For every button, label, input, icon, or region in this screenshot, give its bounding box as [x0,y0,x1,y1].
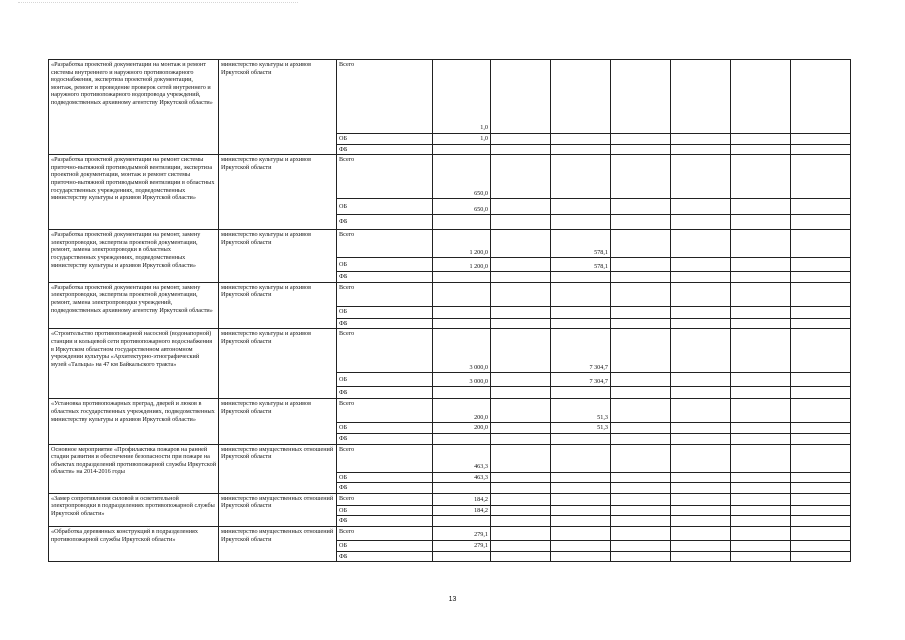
responsible-executor-cell: министерство имущественных отношений Иркутской области [219,493,337,526]
funding-source-cell: ФБ [337,516,433,527]
activity-name-cell: «Строительство противопожарной насосной (водонапорной) станции и кольцевой сети противопожарного водоснабжения в Иркутском областном государственном автономном учреждении культуры «Архитектурно-этнографический музей «Тальцы» на 47 км Байкальского тракта» [49,329,219,399]
amount-cell: 200,0 [433,423,491,434]
amount-cell [611,483,671,494]
amount-cell [791,144,851,155]
amount-cell [731,258,791,272]
amount-cell: 279,1 [433,540,491,551]
amount-cell [551,493,611,505]
amount-cell [551,215,611,230]
amount-cell [551,551,611,562]
amount-cell [491,272,551,283]
amount-cell [731,306,791,318]
table-row [49,329,851,373]
amount-cell [611,144,671,155]
amount-cell [611,423,671,434]
amount-cell [491,483,551,494]
amount-cell [611,155,671,199]
page-number: 13 [448,596,457,603]
amount-cell [611,444,671,472]
amount-cell [731,329,791,373]
amount-cell [491,60,551,134]
amount-cell [671,215,731,230]
amount-cell [433,387,491,399]
budget-table-body [49,60,851,562]
funding-source-cell: ОБ [337,134,433,145]
amount-cell [433,215,491,230]
table-row [49,155,851,199]
amount-cell [611,199,671,215]
table-row [49,444,851,472]
funding-source-cell: Всего [337,399,433,423]
amount-cell: 51,3 [551,399,611,423]
funding-source-cell: ФБ [337,433,433,444]
amount-cell [791,134,851,145]
amount-cell: 650,0 [433,155,491,199]
amount-cell [731,155,791,199]
amount-cell [791,540,851,551]
amount-cell: 7 304,7 [551,373,611,387]
amount-cell [433,306,491,318]
amount-cell [551,318,611,329]
amount-cell: 650,0 [433,199,491,215]
amount-cell [433,551,491,562]
amount-cell [671,433,731,444]
amount-cell [551,306,611,318]
amount-cell: 279,1 [433,526,491,540]
amount-cell [611,516,671,527]
funding-source-cell: ОБ [337,505,433,516]
amount-cell [731,215,791,230]
amount-cell [551,433,611,444]
amount-cell [671,472,731,483]
amount-cell: 1,0 [433,134,491,145]
amount-cell [791,272,851,283]
amount-cell [611,387,671,399]
funding-source-cell: ОБ [337,258,433,272]
amount-cell [433,433,491,444]
funding-source-cell: Всего [337,60,433,134]
amount-cell: 184,2 [433,493,491,505]
amount-cell [491,329,551,373]
amount-cell [791,199,851,215]
amount-cell [791,423,851,434]
amount-cell [611,60,671,134]
amount-cell [731,551,791,562]
amount-cell [791,230,851,258]
amount-cell [791,516,851,527]
amount-cell [611,373,671,387]
amount-cell [731,483,791,494]
amount-cell [671,505,731,516]
amount-cell [551,387,611,399]
activity-name-cell: «Установка противопожарных преград, дверей и люков в областных государственных учреждениях, подведомственных министерству культуры и архивов Иркутской области» [49,399,219,444]
amount-cell [611,318,671,329]
funding-source-cell: ОБ [337,423,433,434]
amount-cell [731,399,791,423]
amount-cell [611,134,671,145]
amount-cell: 184,2 [433,505,491,516]
funding-source-cell: ФБ [337,144,433,155]
amount-cell [491,444,551,472]
amount-cell [551,155,611,199]
amount-cell [791,373,851,387]
amount-cell [491,199,551,215]
amount-cell [791,306,851,318]
amount-cell [671,306,731,318]
amount-cell: 3 000,0 [433,373,491,387]
amount-cell: 3 000,0 [433,329,491,373]
amount-cell [491,433,551,444]
amount-cell [491,318,551,329]
amount-cell [491,155,551,199]
amount-cell [671,373,731,387]
amount-cell [791,472,851,483]
amount-cell [671,60,731,134]
amount-cell: 7 304,7 [551,329,611,373]
amount-cell [491,230,551,258]
amount-cell [551,472,611,483]
amount-cell: 1 200,0 [433,230,491,258]
amount-cell [551,540,611,551]
amount-cell [611,329,671,373]
funding-source-cell: ОБ [337,472,433,483]
amount-cell [731,199,791,215]
amount-cell [433,282,491,306]
amount-cell [611,230,671,258]
activity-name-cell: «Разработка проектной документации на монтаж и ремонт системы внутреннего и наружного противопожарного водоснабжения, экспертиза проектной документации, монтаж, ремонт и проведение проверок сетей внутреннего и наружного противопожарного водопровода учреждений, подведомственных архивному агентству Иркутской области» [49,60,219,155]
amount-cell [671,199,731,215]
amount-cell [491,144,551,155]
amount-cell [791,318,851,329]
amount-cell [491,258,551,272]
activity-name-cell: «Обработка деревянных конструкций в подразделениях противопожарной службы Иркутской области» [49,526,219,561]
amount-cell [551,60,611,134]
amount-cell [551,505,611,516]
activity-name-cell: «Замер сопротивления силовой и осветительной электропроводки в подразделениях противопожарной службы Иркутской области» [49,493,219,526]
amount-cell [671,272,731,283]
amount-cell: 1,0 [433,60,491,134]
amount-cell [491,493,551,505]
amount-cell [551,526,611,540]
amount-cell [731,423,791,434]
amount-cell [671,526,731,540]
table-row [49,230,851,258]
activity-name-cell: «Разработка проектной документации на ремонт, замену электропроводки, экспертиза проектной документации, ремонт, замена электропроводки учреждений, подведомственных архивному агентству Иркутской области» [49,282,219,329]
amount-cell [731,433,791,444]
amount-cell [611,215,671,230]
table-row [49,526,851,540]
amount-cell [491,551,551,562]
funding-source-cell: ФБ [337,483,433,494]
amount-cell [731,134,791,145]
responsible-executor-cell: министерство культуры и архивов Иркутской области [219,329,337,399]
amount-cell [791,433,851,444]
amount-cell [433,516,491,527]
amount-cell [551,282,611,306]
amount-cell [611,433,671,444]
amount-cell [611,399,671,423]
amount-cell [731,444,791,472]
amount-cell [491,399,551,423]
amount-cell: 578,1 [551,258,611,272]
amount-cell [731,60,791,134]
budget-table [48,59,851,562]
amount-cell [671,329,731,373]
amount-cell [611,258,671,272]
amount-cell [491,423,551,434]
amount-cell [671,493,731,505]
amount-cell [491,306,551,318]
amount-cell [433,483,491,494]
amount-cell [791,329,851,373]
table-row [49,493,851,505]
amount-cell [791,505,851,516]
table-row [49,399,851,423]
amount-cell [671,444,731,472]
funding-source-cell: ФБ [337,387,433,399]
scan-artifact [18,2,298,7]
amount-cell [671,134,731,145]
amount-cell [671,144,731,155]
amount-cell [731,230,791,258]
amount-cell [791,526,851,540]
table-row [49,60,851,134]
amount-cell [491,526,551,540]
amount-cell [671,318,731,329]
amount-cell [433,144,491,155]
amount-cell: 463,3 [433,472,491,483]
amount-cell [611,282,671,306]
amount-cell [611,526,671,540]
amount-cell [791,399,851,423]
funding-source-cell: ОБ [337,306,433,318]
amount-cell [791,282,851,306]
responsible-executor-cell: министерство культуры и архивов Иркутской области [219,155,337,230]
amount-cell [791,215,851,230]
funding-source-cell: ОБ [337,373,433,387]
amount-cell [791,493,851,505]
funding-source-cell: ФБ [337,215,433,230]
amount-cell [491,373,551,387]
amount-cell [491,516,551,527]
amount-cell [611,505,671,516]
amount-cell [671,540,731,551]
amount-cell [671,551,731,562]
activity-name-cell: «Разработка проектной документации на ремонт, замену электропроводки, экспертиза проектной документации, ремонт, замена электропроводки в областных государственных учреждениях, подведомственных министерству культуры и архивов Иркутской области» [49,230,219,283]
amount-cell [731,493,791,505]
responsible-executor-cell: министерство культуры и архивов Иркутской области [219,230,337,283]
amount-cell [551,144,611,155]
amount-cell [491,282,551,306]
amount-cell [611,551,671,562]
amount-cell [731,272,791,283]
amount-cell [731,282,791,306]
amount-cell: 463,3 [433,444,491,472]
responsible-executor-cell: министерство культуры и архивов Иркутской области [219,399,337,444]
amount-cell: 578,1 [551,230,611,258]
amount-cell [671,230,731,258]
amount-cell [731,318,791,329]
funding-source-cell: ФБ [337,318,433,329]
activity-name-cell: «Разработка проектной документации на ремонт системы приточно-вытяжной противодымной вентиляции, экспертиза проектной документации, монтаж и ремонт системы приточно-вытяжной противодымной вентиляции в областных государственных учреждениях, подведомственных министерству культуры и архивов Иркутской области» [49,155,219,230]
amount-cell [671,399,731,423]
amount-cell [671,423,731,434]
amount-cell [671,155,731,199]
amount-cell [791,387,851,399]
funding-source-cell: Всего [337,526,433,540]
amount-cell [791,60,851,134]
amount-cell [611,493,671,505]
amount-cell [671,282,731,306]
responsible-executor-cell: министерство имущественных отношений Иркутской области [219,444,337,493]
amount-cell [551,134,611,145]
funding-source-cell: Всего [337,282,433,306]
amount-cell [551,444,611,472]
funding-source-cell: ОБ [337,540,433,551]
amount-cell [551,516,611,527]
funding-source-cell: Всего [337,444,433,472]
amount-cell [671,516,731,527]
responsible-executor-cell: министерство культуры и архивов Иркутской области [219,282,337,329]
responsible-executor-cell: министерство имущественных отношений Иркутской области [219,526,337,561]
funding-source-cell: ОБ [337,199,433,215]
amount-cell [491,505,551,516]
amount-cell [731,516,791,527]
amount-cell [611,540,671,551]
table-row [49,282,851,306]
amount-cell [731,373,791,387]
amount-cell [791,551,851,562]
amount-cell [611,306,671,318]
amount-cell [491,387,551,399]
amount-cell [551,483,611,494]
amount-cell [491,472,551,483]
funding-source-cell: Всего [337,493,433,505]
amount-cell [611,272,671,283]
funding-source-cell: Всего [337,230,433,258]
amount-cell [491,215,551,230]
amount-cell [551,272,611,283]
amount-cell [791,155,851,199]
amount-cell: 1 200,0 [433,258,491,272]
funding-source-cell: ФБ [337,272,433,283]
amount-cell [731,526,791,540]
activity-name-cell: Основное мероприятие «Профилактика пожаров на ранней стадии развития и обеспечение безопасности при пожаре на объектах подразделений противопожарной службы Иркутской области» на 2014-2016 годы [49,444,219,493]
amount-cell [791,258,851,272]
responsible-executor-cell: министерство культуры и архивов Иркутской области [219,60,337,155]
amount-cell [791,483,851,494]
amount-cell [731,505,791,516]
amount-cell [551,199,611,215]
funding-source-cell: ФБ [337,551,433,562]
amount-cell [491,134,551,145]
amount-cell [491,540,551,551]
amount-cell: 51,3 [551,423,611,434]
amount-cell [731,144,791,155]
amount-cell [671,483,731,494]
amount-cell [611,472,671,483]
amount-cell [791,444,851,472]
amount-cell: 200,0 [433,399,491,423]
amount-cell [671,258,731,272]
funding-source-cell: Всего [337,155,433,199]
amount-cell [731,472,791,483]
amount-cell [731,540,791,551]
amount-cell [433,318,491,329]
amount-cell [433,272,491,283]
funding-source-cell: Всего [337,329,433,373]
amount-cell [731,387,791,399]
amount-cell [671,387,731,399]
